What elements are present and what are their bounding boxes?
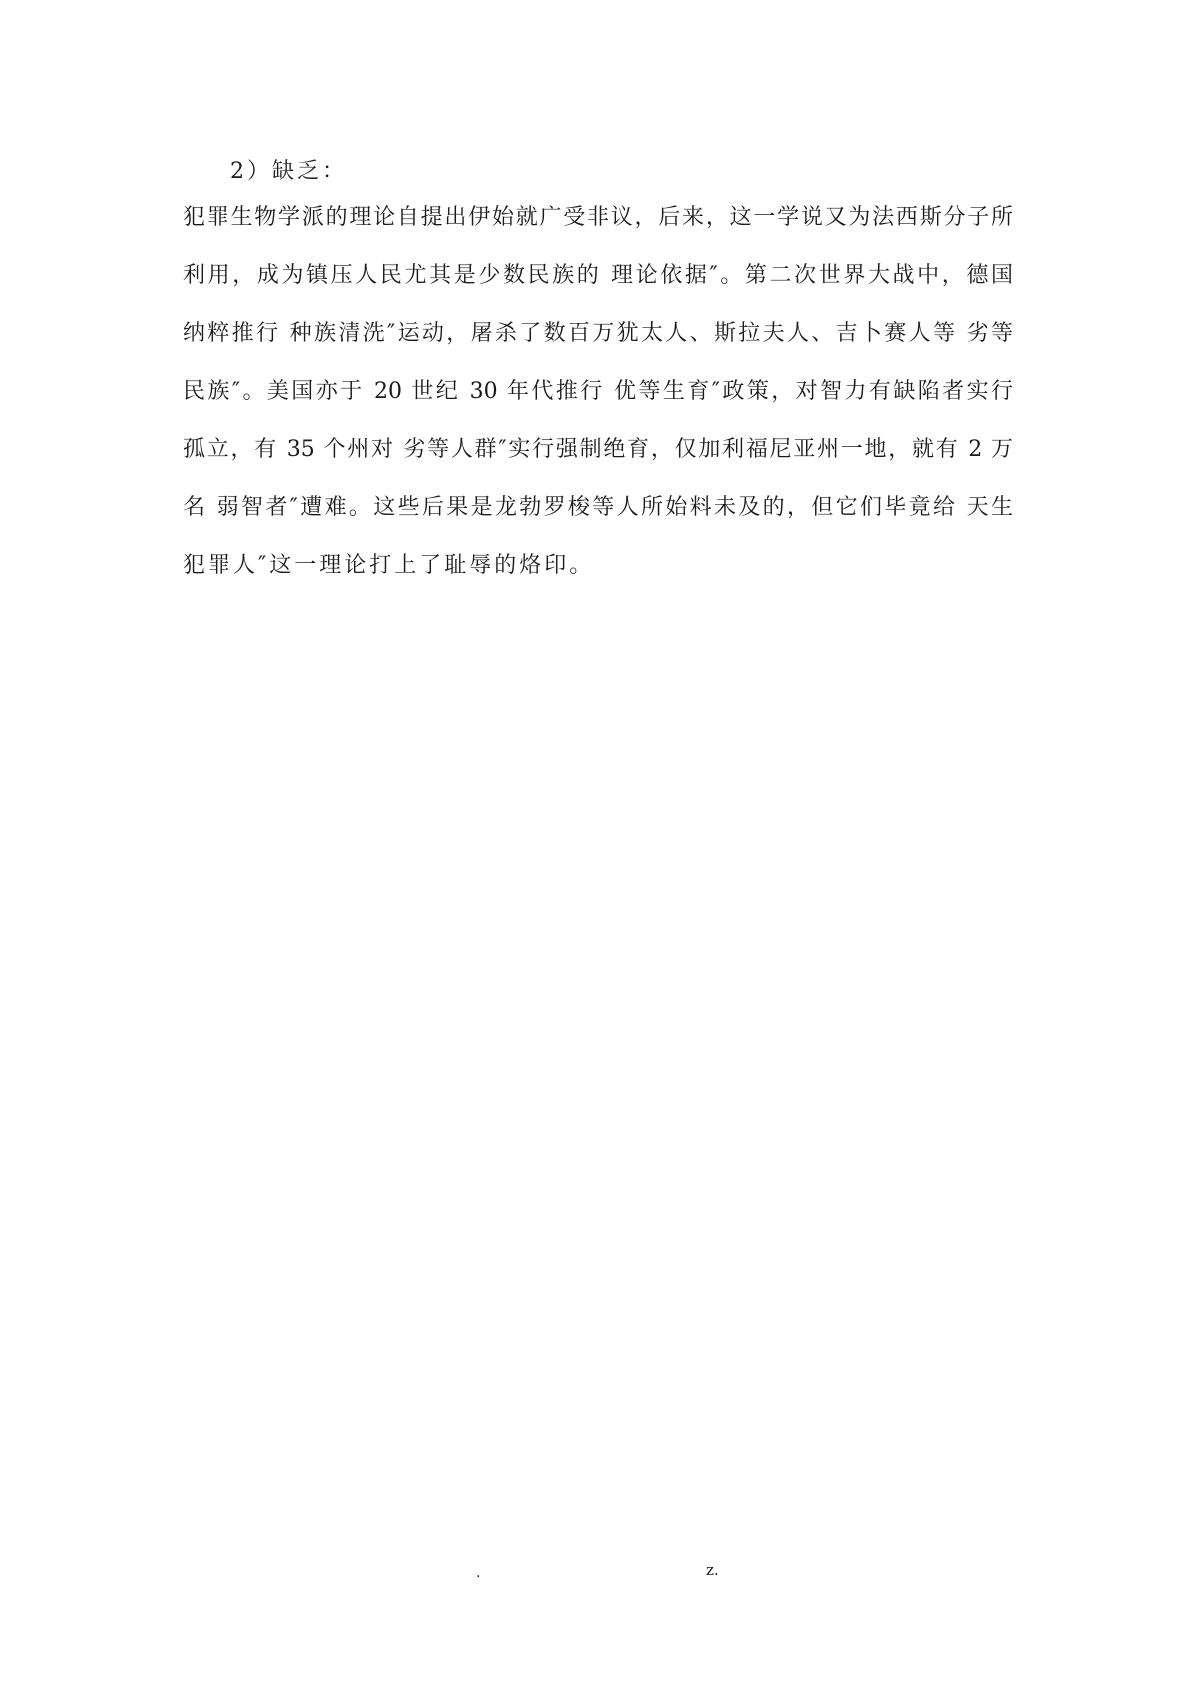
- paragraph-line: 名 弱智者″遭难。这些后果是龙勃罗梭等人所始料未及的，但它们毕竟给 天生: [183, 495, 1013, 520]
- footer-left-mark: .: [476, 1565, 481, 1581]
- section-heading: 2）缺乏：: [230, 159, 347, 184]
- paragraph-line: 犯罪人″这一理论打上了耻辱的烙印。: [183, 553, 595, 578]
- paragraph-line: 孤立，有 35 个州对 劣等人群″实行强制绝育，仅加利福尼亚州一地，就有 2 万: [183, 437, 1013, 462]
- paragraph-line: 纳粹推行 种族清洗″运动，屠杀了数百万犹太人、斯拉夫人、吉卜赛人等 劣等: [183, 321, 1013, 346]
- paragraph-line: 民族″。美国亦于 20 世纪 30 年代推行 优等生育″政策，对智力有缺陷者实行: [183, 379, 1013, 404]
- paragraph-line: 犯罪生物学派的理论自提出伊始就广受非议，后来，这一学说又为法西斯分子所: [183, 205, 1013, 230]
- footer-right-mark: z.: [706, 1561, 719, 1579]
- paragraph-line: 利用，成为镇压人民尤其是少数民族的 理论依据″。第二次世界大战中，德国: [183, 263, 1013, 288]
